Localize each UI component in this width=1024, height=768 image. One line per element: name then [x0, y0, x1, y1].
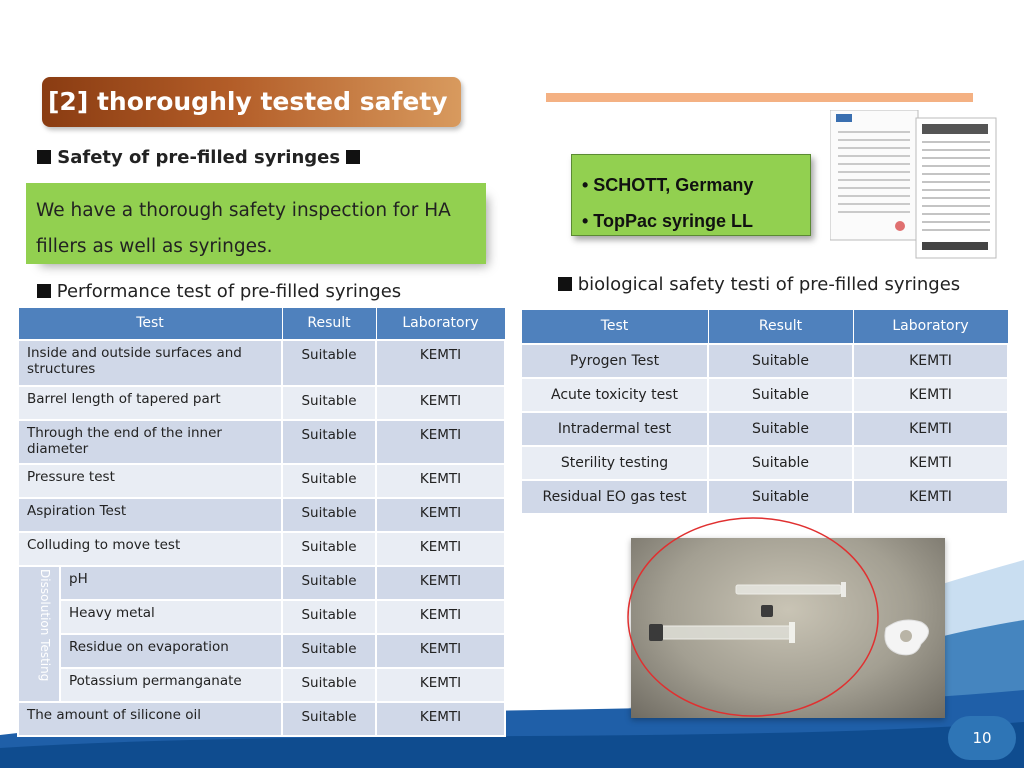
test-cell: pH	[60, 566, 282, 600]
square-bullet-icon	[558, 277, 572, 291]
intro-callout: We have a thorough safety inspection for HA fillers as well as syringes.	[26, 183, 486, 264]
decorative-divider	[546, 93, 973, 102]
lab-cell: KEMTI	[376, 668, 505, 702]
table-row	[18, 386, 505, 420]
test-cell: Heavy metal	[60, 600, 282, 634]
result-cell: Suitable	[282, 668, 376, 702]
dissolution-group-cell	[18, 566, 60, 702]
test-cell: Pyrogen Test	[521, 344, 708, 378]
safety-heading	[37, 147, 360, 168]
table-row	[18, 420, 505, 464]
supplier-item: • TopPac syringe LL	[582, 211, 753, 231]
result-cell: Suitable	[708, 378, 853, 412]
table-row	[18, 702, 505, 736]
page-number: 10	[948, 716, 1016, 760]
biological-heading-text: biological safety testi of pre-filled syringes	[577, 274, 961, 295]
performance-table	[17, 307, 506, 737]
lab-cell: KEMTI	[376, 386, 505, 420]
result-cell: Suitable	[282, 420, 376, 464]
safety-heading-text: Safety of pre-filled syringes	[57, 147, 341, 168]
header-laboratory: Laboratory	[376, 308, 505, 340]
table-row	[18, 566, 505, 600]
square-bullet-icon	[37, 284, 51, 298]
result-cell: Suitable	[708, 412, 853, 446]
table-header-row	[521, 310, 1008, 344]
result-cell: Suitable	[282, 600, 376, 634]
lab-cell: KEMTI	[376, 634, 505, 668]
table-row	[18, 634, 505, 668]
table-row	[18, 532, 505, 566]
result-cell: Suitable	[282, 532, 376, 566]
header-laboratory: Laboratory	[853, 310, 1008, 344]
test-cell: Aspiration Test	[18, 498, 282, 532]
table-row	[521, 480, 1008, 514]
table-row	[18, 668, 505, 702]
test-cell: Through the end of the inner diameter	[18, 420, 282, 464]
table-row	[18, 464, 505, 498]
supplier-item: • SCHOTT, Germany	[582, 175, 754, 195]
table-row	[18, 340, 505, 386]
supplier-callout	[571, 154, 811, 236]
lab-cell: KEMTI	[376, 420, 505, 464]
test-cell: Inside and outside surfaces and structures	[18, 340, 282, 386]
test-cell: Colluding to move test	[18, 532, 282, 566]
lab-cell: KEMTI	[376, 566, 505, 600]
test-cell: Potassium permanganate	[60, 668, 282, 702]
table-row	[18, 600, 505, 634]
biological-table	[520, 309, 1009, 515]
result-cell: Suitable	[708, 344, 853, 378]
result-cell: Suitable	[282, 634, 376, 668]
lab-cell: KEMTI	[853, 378, 1008, 412]
header-test: Test	[521, 310, 708, 344]
lab-cell: KEMTI	[376, 600, 505, 634]
result-cell: Suitable	[282, 566, 376, 600]
square-bullet-icon	[37, 150, 51, 164]
header-result: Result	[708, 310, 853, 344]
result-cell: Suitable	[708, 446, 853, 480]
test-cell: Barrel length of tapered part	[18, 386, 282, 420]
biological-heading	[558, 274, 960, 295]
highlight-circle	[624, 513, 882, 721]
header-test: Test	[18, 308, 282, 340]
result-cell: Suitable	[282, 340, 376, 386]
table-row	[521, 446, 1008, 480]
result-cell: Suitable	[282, 386, 376, 420]
test-cell: Intradermal test	[521, 412, 708, 446]
slide-title: [2] thoroughly tested safety	[42, 77, 461, 127]
header-result: Result	[282, 308, 376, 340]
lab-cell: KEMTI	[376, 702, 505, 736]
table-row	[521, 378, 1008, 412]
square-bullet-icon	[346, 150, 360, 164]
test-cell: Pressure test	[18, 464, 282, 498]
table-row	[521, 344, 1008, 378]
lab-cell: KEMTI	[853, 412, 1008, 446]
lab-cell: KEMTI	[853, 344, 1008, 378]
performance-heading-text: Performance test of pre-filled syringes	[56, 281, 402, 302]
lab-cell: KEMTI	[853, 480, 1008, 514]
test-cell: Acute toxicity test	[521, 378, 708, 412]
finger-grip	[885, 620, 929, 655]
result-cell: Suitable	[282, 702, 376, 736]
lab-cell: KEMTI	[376, 464, 505, 498]
test-cell: Residual EO gas test	[521, 480, 708, 514]
table-header-row	[18, 308, 505, 340]
dissolution-group-label: Dissolution Testing	[38, 568, 52, 681]
lab-cell: KEMTI	[853, 446, 1008, 480]
result-cell: Suitable	[708, 480, 853, 514]
table-row	[521, 412, 1008, 446]
lab-cell: KEMTI	[376, 498, 505, 532]
lab-cell: KEMTI	[376, 532, 505, 566]
result-cell: Suitable	[282, 498, 376, 532]
lab-cell: KEMTI	[376, 340, 505, 386]
test-cell: The amount of silicone oil	[18, 702, 282, 736]
result-cell: Suitable	[282, 464, 376, 498]
test-cell: Sterility testing	[521, 446, 708, 480]
test-cell: Residue on evaporation	[60, 634, 282, 668]
certificate-image	[830, 110, 998, 260]
table-row	[18, 498, 505, 532]
performance-heading	[37, 281, 401, 302]
